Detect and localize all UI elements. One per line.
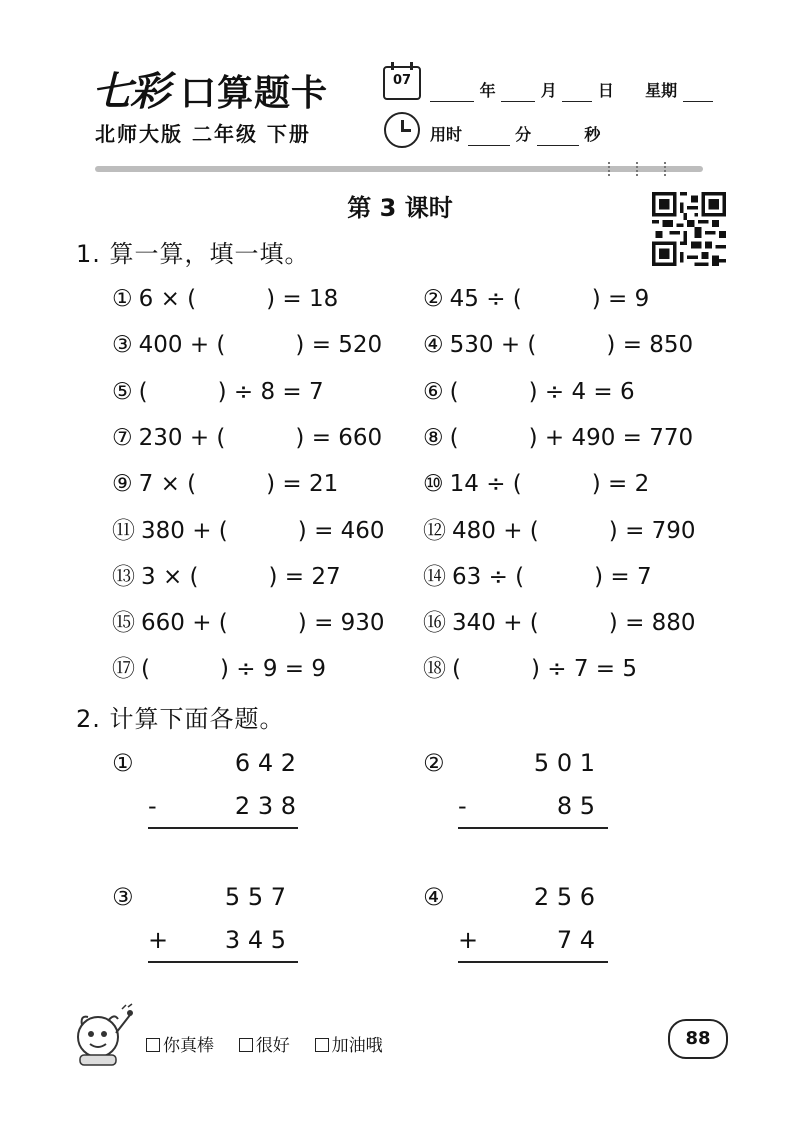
expression-right: ) = 880 [608, 610, 696, 636]
fill-blank-problem [112, 284, 338, 314]
year-blank[interactable] [430, 85, 474, 102]
expression-left: 400 + ( [138, 332, 226, 358]
rating-label: 你真棒 [163, 1036, 214, 1056]
expression-left: 530 + ( [449, 332, 537, 358]
fill-blank-problem [112, 377, 324, 407]
expression-right: ) ÷ 9 = 9 [219, 656, 327, 682]
fill-blank-problem [423, 284, 649, 314]
expression-left: 3 × ( [141, 564, 199, 590]
answer-line [148, 961, 298, 963]
rating-options [146, 1035, 383, 1057]
expression-left: 380 + ( [141, 518, 228, 544]
vertical-problem [423, 748, 445, 778]
problem-number: ② [423, 286, 444, 312]
fill-blank-problem [423, 469, 649, 499]
logo-script: 七彩 [92, 68, 168, 115]
problem-number: ⑤ [112, 379, 133, 405]
fill-blank-problem [423, 330, 693, 360]
rating-checkbox[interactable] [315, 1038, 329, 1052]
section1-title: 1. 算一算，填一填。 [76, 240, 310, 268]
expression-right: ) = 18 [266, 286, 339, 312]
problem-number: ⑦ [112, 425, 133, 451]
vertical-bottom-number: 2 3 8 [234, 792, 296, 820]
divider-dot [664, 162, 670, 176]
fill-blank-problem [112, 562, 341, 592]
fill-blank-problem [112, 608, 385, 638]
rating-checkbox[interactable] [239, 1038, 253, 1052]
fill-blank-problem [423, 654, 637, 684]
month-blank[interactable] [501, 85, 535, 102]
vertical-problem [423, 882, 445, 912]
rating-label: 很好 [255, 1036, 290, 1056]
clock-icon [384, 112, 420, 148]
expression-left: ( [449, 379, 459, 405]
minutes-blank[interactable] [468, 129, 510, 146]
problem-number: ⑱ [423, 656, 446, 682]
expression-right: ) = 2 [591, 471, 650, 497]
vertical-operator: - [148, 792, 157, 820]
vertical-operator: - [458, 792, 467, 820]
expression-right: ) = 850 [606, 332, 694, 358]
expression-left: 6 × ( [138, 286, 197, 312]
vertical-operator: + [148, 926, 169, 954]
fill-blank-problem [423, 608, 696, 638]
problem-number: ⑮ [112, 610, 135, 636]
expression-left: 14 ÷ ( [449, 471, 522, 497]
expression-left: ( [138, 379, 148, 405]
expression-right: ) = 790 [608, 518, 696, 544]
fill-blank-problem [112, 423, 382, 453]
expression-left: 230 + ( [138, 425, 226, 451]
vertical-top-number: 5 0 1 [533, 749, 595, 777]
answer-line [458, 827, 608, 829]
expression-left: ( [449, 425, 459, 451]
vertical-problem [112, 748, 134, 778]
expression-left: ( [141, 656, 150, 682]
vertical-bottom-number: 8 5 [556, 792, 595, 820]
expression-right: ) = 460 [297, 518, 385, 544]
expression-right: ) = 7 [594, 564, 652, 590]
expression-left: 660 + ( [141, 610, 228, 636]
vertical-operator: + [458, 926, 479, 954]
problem-number: ④ [423, 883, 445, 911]
fill-blank-problem [112, 654, 326, 684]
answer-line [458, 961, 608, 963]
seconds-label: 秒 [584, 125, 601, 144]
problem-number: ④ [423, 332, 444, 358]
rating-checkbox[interactable] [146, 1038, 160, 1052]
problem-number: ⑬ [112, 564, 135, 590]
month-label: 月 [540, 81, 557, 100]
edition-label: 北师大版 二年级 下册 [95, 122, 311, 146]
vertical-bottom-number: 7 4 [556, 926, 595, 954]
vertical-bottom-number: 3 4 5 [224, 926, 286, 954]
expression-right: ) = 27 [268, 564, 341, 590]
fill-blank-problem [423, 516, 696, 546]
date-line [430, 80, 713, 102]
problem-number: ① [112, 286, 133, 312]
expression-right: ) = 9 [591, 286, 650, 312]
day-label: 日 [597, 81, 614, 100]
problem-number: ⑭ [423, 564, 446, 590]
answer-line [148, 827, 298, 829]
divider-dot [608, 162, 614, 176]
vertical-top-number: 5 5 7 [224, 883, 286, 911]
page-number: 88 [668, 1019, 728, 1059]
problem-number: ⑪ [112, 518, 135, 544]
expression-right: ) ÷ 8 = 7 [217, 379, 324, 405]
day-blank[interactable] [562, 85, 592, 102]
vertical-top-number: 6 4 2 [234, 749, 296, 777]
vertical-problem [112, 882, 134, 912]
expression-right: ) ÷ 4 = 6 [528, 379, 635, 405]
expression-right: ) = 21 [266, 471, 339, 497]
fill-blank-problem [112, 516, 385, 546]
calendar-number: 07 [392, 73, 412, 88]
year-label: 年 [479, 81, 496, 100]
fill-blank-problem [423, 562, 652, 592]
expression-left: 45 ÷ ( [449, 286, 522, 312]
problem-number: ⑧ [423, 425, 444, 451]
problem-number: ① [112, 749, 134, 777]
weekday-label: 星期 [645, 81, 678, 100]
mascot-icon [70, 1003, 138, 1069]
problem-number: ⑨ [112, 471, 133, 497]
expression-right: ) = 930 [297, 610, 385, 636]
problem-number: ⑯ [423, 610, 446, 636]
lesson-title: 第 3 课时 [347, 194, 453, 222]
weekday-blank[interactable] [683, 85, 713, 102]
expression-left: ( [452, 656, 461, 682]
expression-right: ) = 520 [295, 332, 383, 358]
expression-left: 63 ÷ ( [452, 564, 525, 590]
rating-label: 加油哦 [331, 1036, 383, 1056]
expression-right: ) = 660 [295, 425, 383, 451]
time-line [430, 124, 600, 146]
expression-left: 7 × ( [138, 471, 197, 497]
minutes-label: 分 [515, 125, 532, 144]
fill-blank-problem [423, 423, 693, 453]
time-used-label: 用时 [430, 125, 463, 144]
problem-number: ③ [112, 332, 133, 358]
expression-right: ) + 490 = 770 [528, 425, 694, 451]
divider-dot [636, 162, 642, 176]
vertical-top-number: 2 5 6 [533, 883, 595, 911]
problem-number: ⑥ [423, 379, 444, 405]
section2-title: 2. 计算下面各题。 [76, 705, 285, 733]
seconds-blank[interactable] [537, 129, 579, 146]
fill-blank-problem [112, 469, 338, 499]
calendar-icon [383, 66, 421, 100]
fill-blank-problem [423, 377, 635, 407]
logo-title: 口算题卡 [180, 73, 329, 114]
problem-number: ⑰ [112, 656, 135, 682]
fill-blank-problem [112, 330, 382, 360]
expression-left: 480 + ( [452, 518, 539, 544]
expression-right: ) ÷ 7 = 5 [530, 656, 638, 682]
expression-left: 340 + ( [452, 610, 539, 636]
problem-number: ⑫ [423, 518, 446, 544]
problem-number: ⑩ [423, 471, 444, 497]
problem-number: ② [423, 749, 445, 777]
problem-number: ③ [112, 883, 134, 911]
